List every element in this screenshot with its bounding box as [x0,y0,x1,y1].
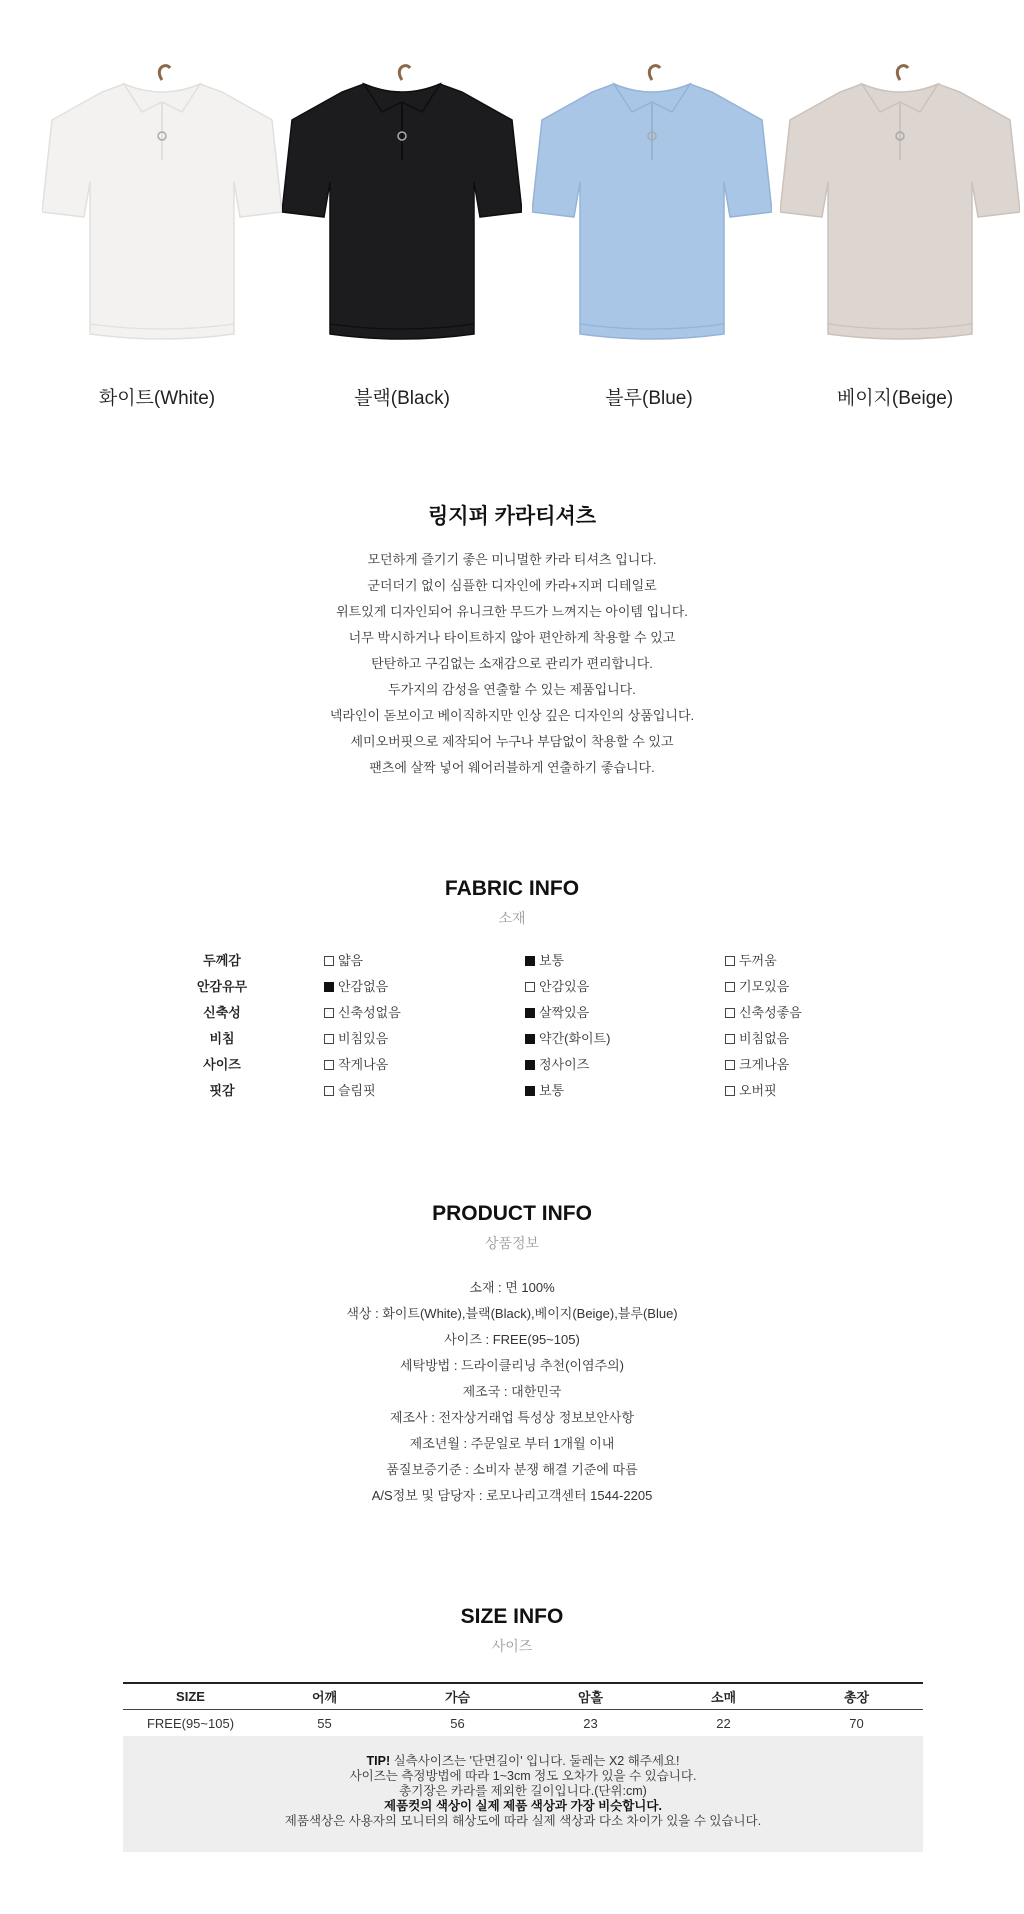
fabric-option [324,1054,388,1073]
description-line: 넥라인이 돋보이고 베이직하지만 인상 깊은 디자인의 상품입니다. [329,708,695,723]
empty-box-icon [725,1008,735,1018]
product-image-blue [532,62,772,347]
fabric-option [525,1054,589,1073]
fabric-option [525,1002,589,1021]
empty-box-icon [525,982,535,992]
fabric-row-label: 비침 [209,1031,235,1046]
product-info-line: 소재 : 면 100% [469,1280,555,1295]
empty-box-icon [324,1060,334,1070]
product-info-line: 세탁방법 : 드라이클리닝 추천(이염주의) [399,1358,625,1373]
fabric-option [324,976,388,995]
fabric-row-label: 두께감 [203,953,241,968]
tip-line [123,1799,923,1814]
product-description [0,547,1024,781]
fabric-option-text: 보통 [539,953,565,968]
fabric-option-text: 기모있음 [739,979,790,994]
fabric-option [725,1028,789,1047]
fabric-option [525,950,564,969]
checked-box-icon [324,982,334,992]
tip-text: 실측사이즈는 '단면길이' 입니다. 둘레는 X2 해주세요! [393,1754,680,1768]
fabric-option-text: 안감있음 [539,979,590,994]
size-cell: 70 [849,1715,864,1731]
fabric-option-text: 신축성좋음 [739,1005,802,1020]
checked-box-icon [525,956,535,966]
fabric-option [324,1002,401,1021]
size-header-cell: 소매 [657,1683,790,1709]
fabric-option [324,1028,388,1047]
tip-line: 총기장은 카라를 제외한 길이입니다.(단위:cm) [399,1784,647,1798]
size-header-cell: 총장 [790,1683,923,1709]
fabric-option [525,1080,564,1099]
hanger-icon [159,66,170,80]
fabric-option-text: 보통 [539,1083,565,1098]
table-row [123,1709,923,1737]
description-line: 군더더기 없이 심플한 디자인에 카라+지퍼 디테일로 [367,578,657,593]
fabric-info-table [0,950,1024,1106]
product-info-line: 품질보증기준 : 소비자 분쟁 해결 기준에 따름 [386,1462,638,1477]
color-label-blue: 블루(Blue) [605,388,693,409]
hanger-icon [649,66,660,80]
empty-box-icon [725,956,735,966]
tip-line: 사이즈는 측정방법에 따라 1~3cm 정도 오차가 있을 수 있습니다. [349,1769,697,1783]
size-table-header [123,1683,923,1709]
empty-box-icon [725,1086,735,1096]
empty-box-icon [725,1034,735,1044]
product-image-white [42,62,282,347]
fabric-info-title: FABRIC INFO [444,877,580,900]
fabric-option-text: 두꺼움 [739,953,777,968]
size-table [123,1682,923,1737]
fabric-option-text: 약간(화이트) [539,1031,611,1046]
size-cell: 22 [716,1715,731,1731]
fabric-row [0,1080,1024,1106]
fabric-info-subtitle: 소재 [498,910,526,926]
product-info-list [0,1275,1024,1509]
color-label-black: 블랙(Black) [354,388,450,409]
fabric-option-text: 비침없음 [739,1031,790,1046]
description-line: 너무 박시하거나 타이트하지 않아 편안하게 착용할 수 있고 [348,630,676,645]
size-header-cell: 암홀 [524,1683,657,1709]
empty-box-icon [324,1008,334,1018]
product-image-beige [780,62,1020,347]
checked-box-icon [525,1086,535,1096]
fabric-option-text: 얇음 [338,953,364,968]
fabric-option [725,1002,802,1021]
description-line: 모던하게 즐기기 좋은 미니멀한 카라 티셔츠 입니다. [367,552,657,567]
product-info-title: PRODUCT INFO [432,1202,592,1225]
fabric-option [324,950,363,969]
fabric-row [0,1002,1024,1028]
fabric-option-text: 살짝있음 [539,1005,590,1020]
tip-emphasis: 제품컷의 색상이 실제 제품 색상과 가장 비슷합니다. [384,1799,662,1813]
fabric-option [725,1054,789,1073]
checked-box-icon [525,1008,535,1018]
description-line: 팬츠에 살짝 넣어 웨어러블하게 연출하기 좋습니다. [369,760,655,775]
tip-line: 제품색상은 사용자의 모니터의 해상도에 따라 실제 색상과 다소 차이가 있을 수 있습니다. [284,1814,762,1828]
checked-box-icon [525,1060,535,1070]
fabric-option-text: 비침있음 [338,1031,389,1046]
fabric-row [0,976,1024,1002]
product-info-line: 제조년월 : 주문일로 부터 1개월 이내 [409,1436,615,1451]
description-line: 탄탄하고 구김없는 소재감으로 관리가 편리합니다. [371,656,653,671]
fabric-option-text: 안감없음 [338,979,389,994]
size-cell: FREE(95~105) [146,1715,235,1731]
hanger-icon [897,66,908,80]
fabric-option-text: 작게나옴 [338,1057,389,1072]
size-info-title: SIZE INFO [460,1605,564,1628]
fabric-row [0,950,1024,976]
fabric-option-text: 오버핏 [739,1083,777,1098]
fabric-option [324,1080,376,1099]
fabric-row-label: 안감유무 [196,979,248,994]
size-cell: 55 [317,1715,332,1731]
product-info-line: A/S정보 및 담당자 : 로모나리고객센터 1544-2205 [371,1488,653,1503]
tip-line [123,1754,923,1769]
fabric-option [725,1080,777,1099]
empty-box-icon [725,1060,735,1070]
empty-box-icon [324,1086,334,1096]
size-header-cell: SIZE [123,1683,258,1709]
product-info-line: 색상 : 화이트(White),블랙(Black),베이지(Beige),블루(Blue) [346,1306,678,1321]
fabric-row [0,1054,1024,1080]
size-tip-box [123,1736,923,1852]
size-cell: 23 [583,1715,598,1731]
size-header-cell: 어깨 [258,1683,391,1709]
color-options [0,0,1024,420]
product-info-subtitle: 상품정보 [484,1235,540,1251]
product-info-line: 제조국 : 대한민국 [462,1384,562,1399]
empty-box-icon [324,1034,334,1044]
checked-box-icon [525,1034,535,1044]
empty-box-icon [725,982,735,992]
product-image-black [282,62,522,347]
product-title: 링지퍼 카라티셔츠 [427,505,597,528]
fabric-row-label: 신축성 [203,1005,241,1020]
hanger-icon [399,66,410,80]
fabric-option-text: 슬림핏 [338,1083,376,1098]
fabric-row [0,1028,1024,1054]
size-cell: 56 [450,1715,465,1731]
empty-box-icon [324,956,334,966]
color-label-white: 화이트(White) [98,388,216,409]
product-info-line: 사이즈 : FREE(95~105) [444,1332,580,1347]
fabric-option-text: 크게나옴 [739,1057,790,1072]
color-label-beige: 베이지(Beige) [836,388,954,409]
description-line: 두가지의 감성을 연출할 수 있는 제품입니다. [388,682,636,697]
fabric-option [525,976,589,995]
fabric-row-label: 사이즈 [203,1057,241,1072]
description-line: 위트있게 디자인되어 유니크한 무드가 느껴지는 아이템 입니다. [336,604,688,619]
fabric-option-text: 신축성없음 [338,1005,401,1020]
size-header-cell: 가슴 [391,1683,524,1709]
fabric-option-text: 정사이즈 [539,1057,590,1072]
size-info-subtitle: 사이즈 [491,1638,533,1654]
description-line: 세미오버핏으로 제작되어 누구나 부담없이 착용할 수 있고 [350,734,674,749]
fabric-row-label: 핏감 [209,1083,235,1098]
tip-label: TIP! [366,1754,391,1768]
product-info-line: 제조사 : 전자상거래업 특성상 정보보안사항 [389,1410,635,1425]
fabric-option [725,950,777,969]
fabric-option [725,976,789,995]
fabric-option [525,1028,610,1047]
